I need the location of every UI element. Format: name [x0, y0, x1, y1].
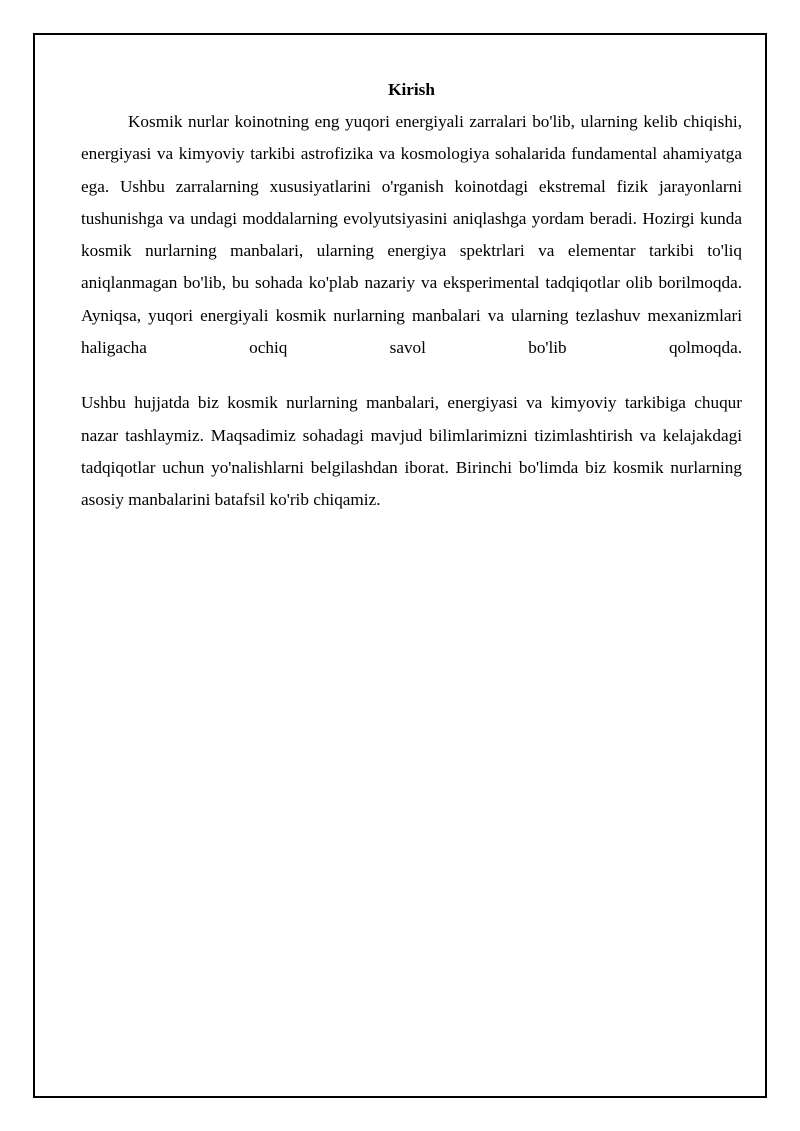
paragraph-intro: Kosmik nurlar koinotning eng yuqori energiyali zarralari bo'lib, ularning kelib chiqishi, energiyasi va kimyoviy tarkibi astrofizika va kosmologiya sohalarida fundamental ahamiyatga ega. Ushbu zarralarning xususiyatlarini o'rganish koinotdagi ekstremal fizik jarayonlarni tushunishga va undagi moddalarning evolyutsiyasini aniqlashga yordam beradi. Hozirgi kunda kosmik nurlarning manbalari, ularning energiya spektrlari va elementar tarkibi to'liq aniqlanmagan bo'lib, bu sohada ko'plab nazariy va eksperimental tadqiqotlar olib borilmoqda. Ayniqsa, yuqori energiyali kosmik nurlarning manbalari va ularning tezlashuv mexanizmlari haligacha ochiq savol bo'lib qolmoqda. [81, 112, 742, 358]
document-title: Kirish [388, 80, 435, 99]
document-body [81, 74, 742, 517]
paragraph-spacer [81, 364, 742, 387]
paragraph-purpose: Ushbu hujjatda biz kosmik nurlarning manbalari, energiyasi va kimyoviy tarkibiga chuqur nazar tashlaymiz. Maqsadimiz sohadagi mavjud bilimlarimizni tizimlashtirish va kelajakdagi tadqiqotlar uchun yo'nalishlarni belgilashdan iborat. Birinchi bo'limda biz kosmik nurlarning asosiy manbalarini batafsil ko'rib chiqamiz. [81, 393, 742, 510]
